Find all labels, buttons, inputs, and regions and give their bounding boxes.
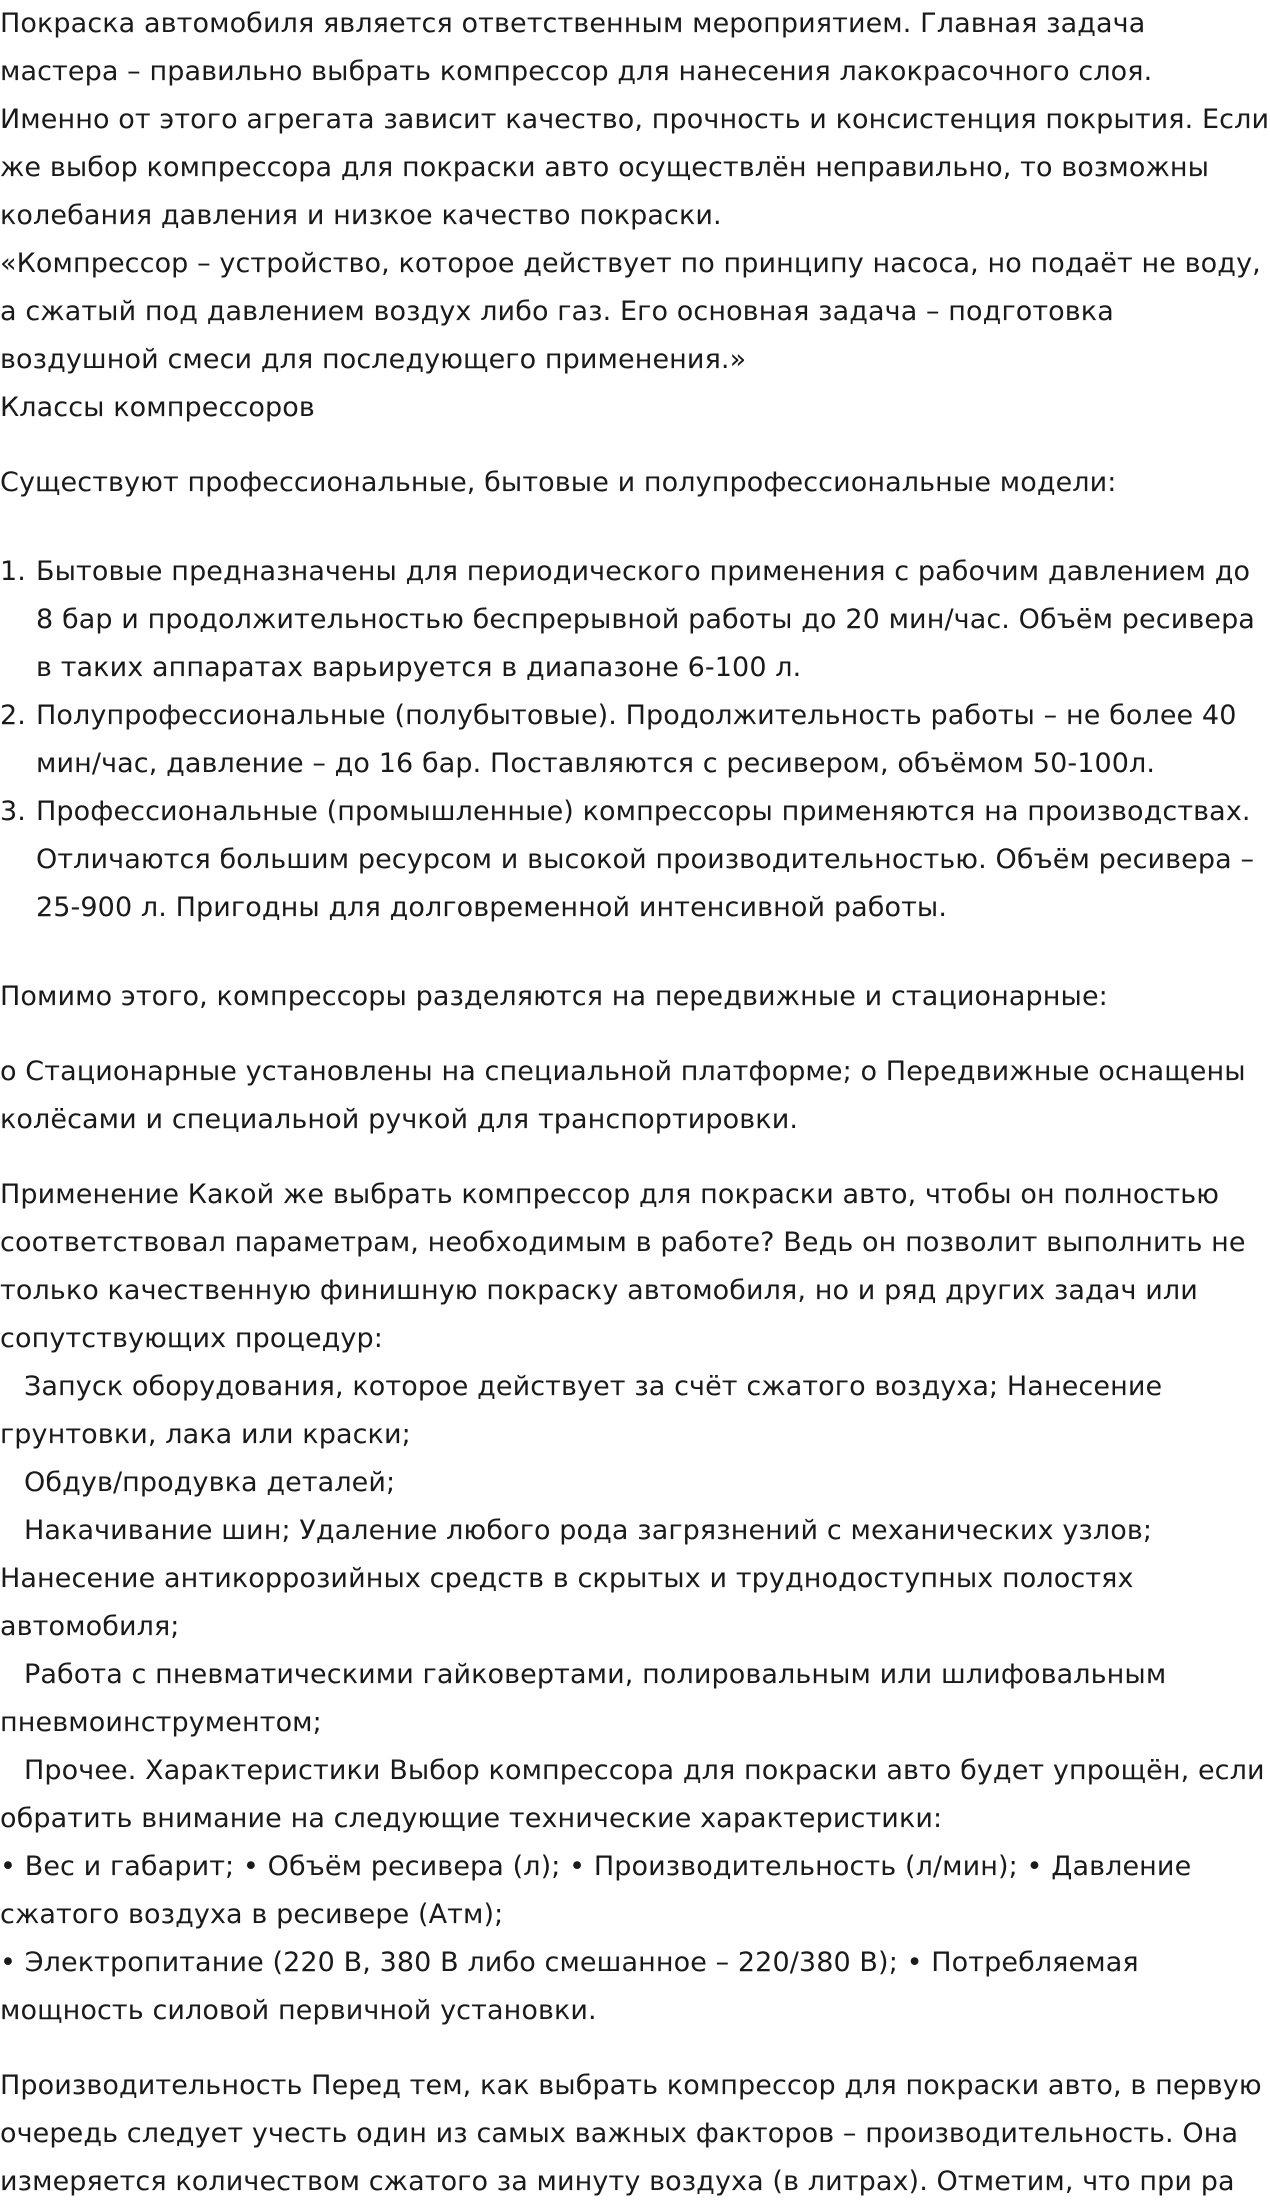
list-item-text: Бытовые предназначены для периодического применения с рабочим давлением до 8 бар и продолжительностью беспрерывной работы до 20 мин/час. Объём ресивера в таких аппаратах варьируется в диапазоне 6-100 л. xyxy=(36,556,1255,683)
classes-list xyxy=(0,548,1270,932)
list-item-number: 1. xyxy=(0,556,26,587)
classes-intro: Существуют профессиональные, бытовые и полупрофессиональные модели: xyxy=(0,467,1117,498)
types-paragraph: o Стационарные установлены на специальной платформе; o Передвижные оснащены колёсами и специальной ручкой для транспортировки. xyxy=(0,1056,1246,1135)
list-item-text: Полупрофессиональные (полубытовые). Продолжительность работы – не более 40 мин/час, давление – до 16 бар. Поставляются с ресивером, объёмом 50-100л. xyxy=(36,700,1237,779)
classes-heading: Классы компрессоров xyxy=(0,392,315,423)
list-item-number: 3. xyxy=(0,796,26,827)
list-item xyxy=(0,788,1270,932)
uses-line-1: Запуск оборудования, которое действует за счёт сжатого воздуха; Нанесение грунтовки, лака или краски; xyxy=(0,1371,1163,1450)
intro-paragraph: Покраска автомобиля является ответственным мероприятием. Главная задача мастера – правильно выбрать компрессор для нанесения лакокрасочного слоя. Именно от этого агрегата зависит качество, прочность и консистенция покрытия. Если же выбор компрессора для покраски авто осуществлён неправильно, то возможны колебания давления и низкое качество покраски. xyxy=(0,8,1270,231)
list-item xyxy=(0,548,1270,692)
uses-line-4: Работа с пневматическими гайковертами, полировальным или шлифовальным пневмоинструментом; xyxy=(0,1659,1167,1738)
performance-paragraph: Производительность Перед тем, как выбрать компрессор для покраски авто, в первую очередь следует учесть один из самых важных факторов – производительность. Она измеряется количеством сжатого за минуту воздуха (в литрах). Отметим, что при ра xyxy=(0,2070,1262,2197)
list-item-number: 2. xyxy=(0,700,26,731)
uses-line-2: Обдув/продувка деталей; xyxy=(24,1467,396,1498)
list-item-text: Профессиональные (промышленные) компрессоры применяются на производствах. Отличаются большим ресурсом и высокой производительностью. Объём ресивера – 25-900 л. Пригодны для долговременной интенсивной работы. xyxy=(36,796,1255,923)
specs-line-1: • Вес и габарит; • Объём ресивера (л); • Производительность (л/мин); • Давление сжатого воздуха в ресивере (Атм); xyxy=(0,1851,1192,1930)
uses-line-5: Прочее. Характеристики Выбор компрессора для покраски авто будет упрощён, если обратить внимание на следующие технические характеристики: xyxy=(0,1755,1265,1834)
application-paragraph: Применение Какой же выбрать компрессор для покраски авто, чтобы он полностью соответствовал параметрам, необходимым в работе? Ведь он позволит выполнить не только качественную финишную покраску автомобиля, но и ряд других задач или сопутствующих процедур: xyxy=(0,1179,1246,1354)
specs-line-2: • Электропитание (220 В, 380 В либо смешанное – 220/380 В); • Потребляемая мощность силовой первичной установки. xyxy=(0,1947,1139,2026)
types-intro: Помимо этого, компрессоры разделяются на передвижные и стационарные: xyxy=(0,981,1108,1012)
quote-paragraph: «Компрессор – устройство, которое действует по принципу насоса, но подаёт не воду, а сжатый под давлением воздух либо газ. Его основная задача – подготовка воздушной смеси для последующего применения.» xyxy=(0,248,1261,375)
list-item xyxy=(0,692,1270,788)
uses-line-3: Накачивание шин; Удаление любого рода загрязнений с механических узлов; Нанесение антикоррозийных средств в скрытых и труднодоступных полостях автомобиля; xyxy=(0,1515,1153,1642)
